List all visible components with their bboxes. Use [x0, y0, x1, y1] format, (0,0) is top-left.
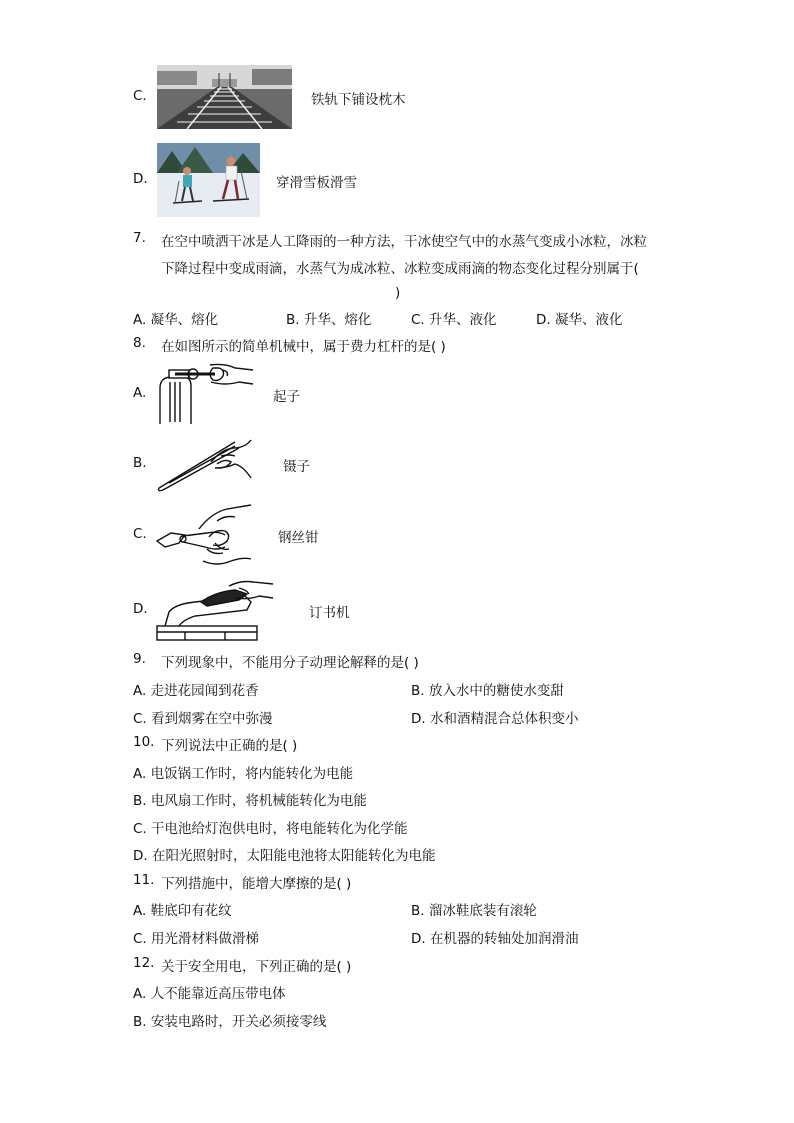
option-c: C. 看到烟雾在空中弥漫 [133, 711, 273, 727]
option-d: D. 水和酒精混合总体积变小 [411, 711, 579, 727]
option-c: C. 用光滑材料做滑梯 [133, 931, 260, 947]
question-text-line: 下降过程中变成雨滴，水蒸气为成冰粒、冰粒变成雨滴的物态变化过程分别属于( [161, 261, 639, 277]
bottle-opener-drawing-icon [155, 360, 255, 426]
stapler-drawing-icon [155, 576, 275, 642]
question-number: 12. [133, 955, 155, 971]
option-letter: A. [133, 385, 147, 401]
option-c: C. 干电池给灯泡供电时，将电能转化为化学能 [133, 821, 408, 837]
option-b: B. 升华、熔化 [286, 312, 372, 328]
option-a: A. 人不能靠近高压带电体 [133, 986, 286, 1002]
option-d: D. 凝华、液化 [536, 312, 623, 328]
question-text: 下列现象中，不能用分子动理论解释的是( ) [161, 655, 419, 671]
option-text: 订书机 [309, 605, 350, 621]
question-number: 11. [133, 872, 155, 888]
question-text: 在如图所示的简单机械中，属于费力杠杆的是( ) [161, 339, 446, 355]
option-b: B. 溜冰鞋底装有滚轮 [411, 903, 537, 919]
option-a: A. 鞋底印有花纹 [133, 903, 232, 919]
option-b: B. 安装电路时，开关必须接零线 [133, 1014, 327, 1030]
option-c: C. 升华、液化 [411, 312, 497, 328]
option-letter: D. [133, 171, 148, 187]
option-b: B. 放入水中的糖使水变甜 [411, 683, 564, 699]
question-text: 关于安全用电，下列正确的是( ) [161, 959, 352, 975]
pliers-drawing-icon [155, 503, 255, 569]
option-text: 镊子 [283, 459, 310, 475]
option-a: A. 凝华、熔化 [133, 312, 219, 328]
option-d: D. 在机器的转轴处加润滑油 [411, 931, 579, 947]
option-a: A. 走进花园闻到花香 [133, 683, 259, 699]
question-number: 7. [133, 230, 146, 246]
option-a: A. 电饭锅工作时，将内能转化为电能 [133, 766, 354, 782]
railway-track-photo-icon [157, 65, 292, 129]
question-text-line: ) [395, 285, 401, 301]
question-text: 下列说法中正确的是( ) [161, 738, 298, 754]
question-text: 下列措施中，能增大摩擦的是( ) [161, 876, 352, 892]
question-number: 9. [133, 651, 146, 667]
option-letter: C. [133, 88, 147, 104]
question-number: 8. [133, 335, 146, 351]
option-text: 钢丝钳 [278, 530, 319, 546]
skiers-photo-icon [157, 143, 260, 217]
option-d: D. 在阳光照射时，太阳能电池将太阳能转化为电能 [133, 848, 436, 864]
option-text: 穿滑雪板滑雪 [276, 175, 357, 191]
option-text: 铁轨下铺设枕木 [311, 92, 406, 108]
option-letter: B. [133, 455, 147, 471]
tweezers-drawing-icon [155, 436, 255, 492]
option-b: B. 电风扇工作时，将机械能转化为电能 [133, 793, 367, 809]
option-text: 起子 [273, 389, 300, 405]
option-letter: D. [133, 601, 148, 617]
option-letter: C. [133, 526, 147, 542]
question-text-line: 在空中喷洒干冰是人工降雨的一种方法，干冰使空气中的水蒸气变成小冰粒，冰粒 [161, 234, 647, 250]
question-number: 10. [133, 734, 155, 750]
